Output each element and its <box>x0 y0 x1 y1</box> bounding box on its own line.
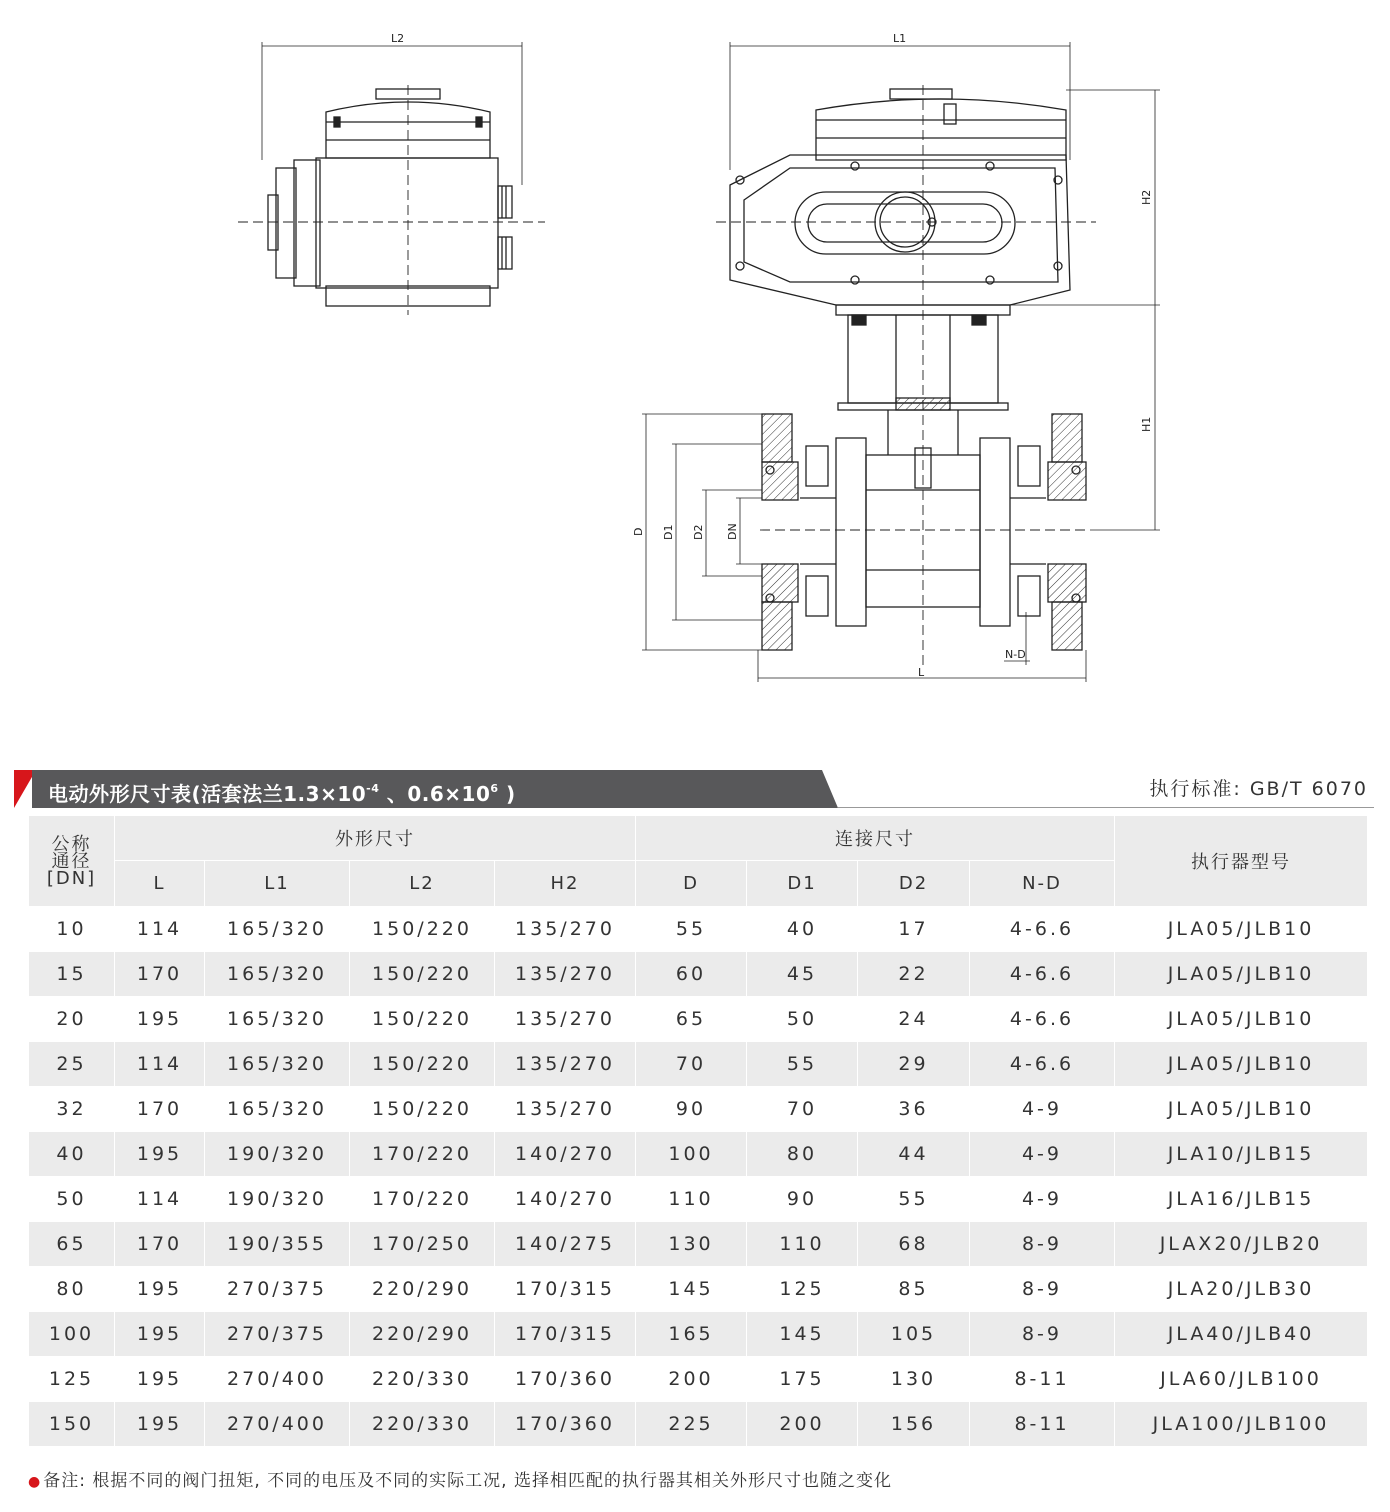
table-cell: 170/315 <box>495 1267 636 1312</box>
dim-label-l1: L1 <box>893 32 907 45</box>
table-cell: 4-9 <box>970 1177 1115 1222</box>
table-cell: 190/320 <box>205 1132 350 1177</box>
table-cell: 150/220 <box>350 907 495 952</box>
table-cell: 50 <box>29 1177 115 1222</box>
table-row <box>29 1222 1368 1267</box>
dimension-table <box>28 815 1368 1447</box>
table-row <box>29 1132 1368 1177</box>
table-cell: 70 <box>747 1087 858 1132</box>
table-cell: 165/320 <box>205 1087 350 1132</box>
table-row <box>29 997 1368 1042</box>
table-cell: 270/375 <box>205 1312 350 1357</box>
table-cell: 165/320 <box>205 907 350 952</box>
table-cell: JLAX20/JLB20 <box>1115 1222 1368 1267</box>
table-title: 电动外形尺寸表(活套法兰$1.3\times 10^{-4}$ 、$0.6\times 10^6$ ) <box>48 782 516 806</box>
table-row <box>29 1087 1368 1132</box>
table-cell: 150/220 <box>350 1087 495 1132</box>
table-cell: 68 <box>858 1222 970 1267</box>
table-cell: JLA05/JLB10 <box>1115 997 1368 1042</box>
table-cell: 130 <box>858 1357 970 1402</box>
table-cell: 165/320 <box>205 1042 350 1087</box>
table-cell: 165/320 <box>205 952 350 997</box>
table-cell: 170 <box>115 952 205 997</box>
table-cell: 4-9 <box>970 1132 1115 1177</box>
table-cell: 32 <box>29 1087 115 1132</box>
outer-dimensions-header: 外形尺寸 <box>115 816 636 861</box>
actuator-model-header: 执行器型号 <box>1115 816 1368 907</box>
table-cell: 190/320 <box>205 1177 350 1222</box>
table-cell: 190/355 <box>205 1222 350 1267</box>
dim-label-nd: N-D <box>1005 648 1026 661</box>
dim-label-l2: L2 <box>391 32 405 45</box>
table-cell: 150/220 <box>350 997 495 1042</box>
table-cell: 220/330 <box>350 1402 495 1447</box>
table-cell: JLA60/JLB100 <box>1115 1357 1368 1402</box>
table-cell: 270/400 <box>205 1357 350 1402</box>
standard-label: 执行标准: GB/T 6070 <box>1149 778 1368 800</box>
table-cell: 110 <box>636 1177 747 1222</box>
table-cell: 55 <box>636 907 747 952</box>
table-row <box>29 1312 1368 1357</box>
table-cell: 44 <box>858 1132 970 1177</box>
table-cell: 200 <box>747 1402 858 1447</box>
table-cell: 195 <box>115 1402 205 1447</box>
table-cell: 100 <box>29 1312 115 1357</box>
table-cell: 60 <box>636 952 747 997</box>
table-cell: JLA05/JLB10 <box>1115 907 1368 952</box>
table-cell: 105 <box>858 1312 970 1357</box>
table-cell: 8-9 <box>970 1312 1115 1357</box>
table-cell: 135/270 <box>495 997 636 1042</box>
table-cell: 29 <box>858 1042 970 1087</box>
table-cell: 55 <box>747 1042 858 1087</box>
column-header: D <box>636 861 747 907</box>
table-row <box>29 1042 1368 1087</box>
table-cell: 130 <box>636 1222 747 1267</box>
table-cell: 114 <box>115 1042 205 1087</box>
column-header: N-D <box>970 861 1115 907</box>
table-cell: JLA16/JLB15 <box>1115 1177 1368 1222</box>
valve-front-view <box>642 42 1160 682</box>
table-cell: 90 <box>636 1087 747 1132</box>
column-header: D2 <box>858 861 970 907</box>
table-cell: 220/290 <box>350 1312 495 1357</box>
table-cell: 135/270 <box>495 952 636 997</box>
table-cell: 156 <box>858 1402 970 1447</box>
table-cell: JLA100/JLB100 <box>1115 1402 1368 1447</box>
table-cell: 195 <box>115 997 205 1042</box>
table-cell: 145 <box>636 1267 747 1312</box>
table-cell: 20 <box>29 997 115 1042</box>
table-cell: JLA40/JLB40 <box>1115 1312 1368 1357</box>
table-cell: 225 <box>636 1402 747 1447</box>
table-cell: JLA20/JLB30 <box>1115 1267 1368 1312</box>
dim-label-d2: D2 <box>692 524 705 540</box>
table-cell: 10 <box>29 907 115 952</box>
table-cell: 110 <box>747 1222 858 1267</box>
table-cell: 220/330 <box>350 1357 495 1402</box>
table-cell: 65 <box>29 1222 115 1267</box>
header-underline <box>838 807 1374 808</box>
table-cell: 170/360 <box>495 1402 636 1447</box>
table-cell: 170/250 <box>350 1222 495 1267</box>
column-header: L <box>115 861 205 907</box>
table-cell: 100 <box>636 1132 747 1177</box>
table-cell: 17 <box>858 907 970 952</box>
table-cell: 80 <box>29 1267 115 1312</box>
table-cell: 8-11 <box>970 1357 1115 1402</box>
dim-label-l: L <box>918 666 925 679</box>
table-cell: 170/315 <box>495 1312 636 1357</box>
table-cell: 200 <box>636 1357 747 1402</box>
table-cell: 195 <box>115 1312 205 1357</box>
table-cell: 165/320 <box>205 997 350 1042</box>
table-cell: 170/220 <box>350 1132 495 1177</box>
table-cell: 24 <box>858 997 970 1042</box>
valve-technical-drawing <box>0 0 1390 750</box>
table-header-bar <box>14 770 1374 808</box>
table-cell: 4-6.6 <box>970 907 1115 952</box>
table-cell: 85 <box>858 1267 970 1312</box>
table-cell: 65 <box>636 997 747 1042</box>
table-cell: 125 <box>747 1267 858 1312</box>
column-header: D1 <box>747 861 858 907</box>
table-cell: 150 <box>29 1402 115 1447</box>
table-cell: 50 <box>747 997 858 1042</box>
table-cell: 15 <box>29 952 115 997</box>
table-cell: 90 <box>747 1177 858 1222</box>
table-cell: 195 <box>115 1267 205 1312</box>
column-header: L1 <box>205 861 350 907</box>
dim-label-h1: H1 <box>1140 416 1153 432</box>
actuator-side-view <box>238 42 545 315</box>
table-cell: 135/270 <box>495 1042 636 1087</box>
table-cell: 135/270 <box>495 1087 636 1132</box>
table-row <box>29 907 1368 952</box>
table-cell: 22 <box>858 952 970 997</box>
dim-label-d1: D1 <box>662 524 675 540</box>
table-cell: 25 <box>29 1042 115 1087</box>
table-cell: 4-9 <box>970 1087 1115 1132</box>
table-cell: 8-9 <box>970 1267 1115 1312</box>
table-cell: 55 <box>858 1177 970 1222</box>
table-cell: 8-9 <box>970 1222 1115 1267</box>
table-cell: 36 <box>858 1087 970 1132</box>
table-cell: 170/360 <box>495 1357 636 1402</box>
table-cell: 45 <box>747 952 858 997</box>
table-cell: 165 <box>636 1312 747 1357</box>
table-row <box>29 1357 1368 1402</box>
table-cell: 114 <box>115 907 205 952</box>
table-cell: JLA05/JLB10 <box>1115 1042 1368 1087</box>
table-cell: 150/220 <box>350 952 495 997</box>
remark-note: ● 备注: 根据不同的阀门扭矩, 不同的电压及不同的实际工况, 选择相匹配的执行器其相关外形尺寸也随之变化 <box>28 1471 892 1491</box>
table-row <box>29 952 1368 997</box>
table-cell: 195 <box>115 1357 205 1402</box>
table-row <box>29 1402 1368 1447</box>
table-cell: 4-6.6 <box>970 952 1115 997</box>
table-cell: 270/375 <box>205 1267 350 1312</box>
table-cell: 270/400 <box>205 1402 350 1447</box>
table-cell: 40 <box>29 1132 115 1177</box>
dim-label-h2: H2 <box>1140 189 1153 205</box>
table-cell: 175 <box>747 1357 858 1402</box>
table-cell: 135/270 <box>495 907 636 952</box>
table-cell: 70 <box>636 1042 747 1087</box>
dim-label-d: D <box>632 527 645 536</box>
table-cell: 140/270 <box>495 1132 636 1177</box>
table-cell: 170/220 <box>350 1177 495 1222</box>
table-cell: 170 <box>115 1087 205 1132</box>
connection-dimensions-header: 连接尺寸 <box>636 816 1115 861</box>
table-cell: 150/220 <box>350 1042 495 1087</box>
table-cell: 4-6.6 <box>970 1042 1115 1087</box>
table-cell: 40 <box>747 907 858 952</box>
table-row <box>29 1267 1368 1312</box>
column-header: L2 <box>350 861 495 907</box>
table-cell: 145 <box>747 1312 858 1357</box>
dn-header: 公称 通径 [DN] <box>29 816 115 907</box>
table-cell: 125 <box>29 1357 115 1402</box>
table-cell: 140/275 <box>495 1222 636 1267</box>
table-row <box>29 1177 1368 1222</box>
table-cell: JLA05/JLB10 <box>1115 1087 1368 1132</box>
table-cell: JLA05/JLB10 <box>1115 952 1368 997</box>
table-cell: 195 <box>115 1132 205 1177</box>
dim-label-dn: DN <box>726 523 739 540</box>
table-cell: 80 <box>747 1132 858 1177</box>
table-cell: 140/270 <box>495 1177 636 1222</box>
table-cell: JLA10/JLB15 <box>1115 1132 1368 1177</box>
column-header: H2 <box>495 861 636 907</box>
table-cell: 8-11 <box>970 1402 1115 1447</box>
table-cell: 114 <box>115 1177 205 1222</box>
table-cell: 220/290 <box>350 1267 495 1312</box>
table-cell: 4-6.6 <box>970 997 1115 1042</box>
table-cell: 170 <box>115 1222 205 1267</box>
